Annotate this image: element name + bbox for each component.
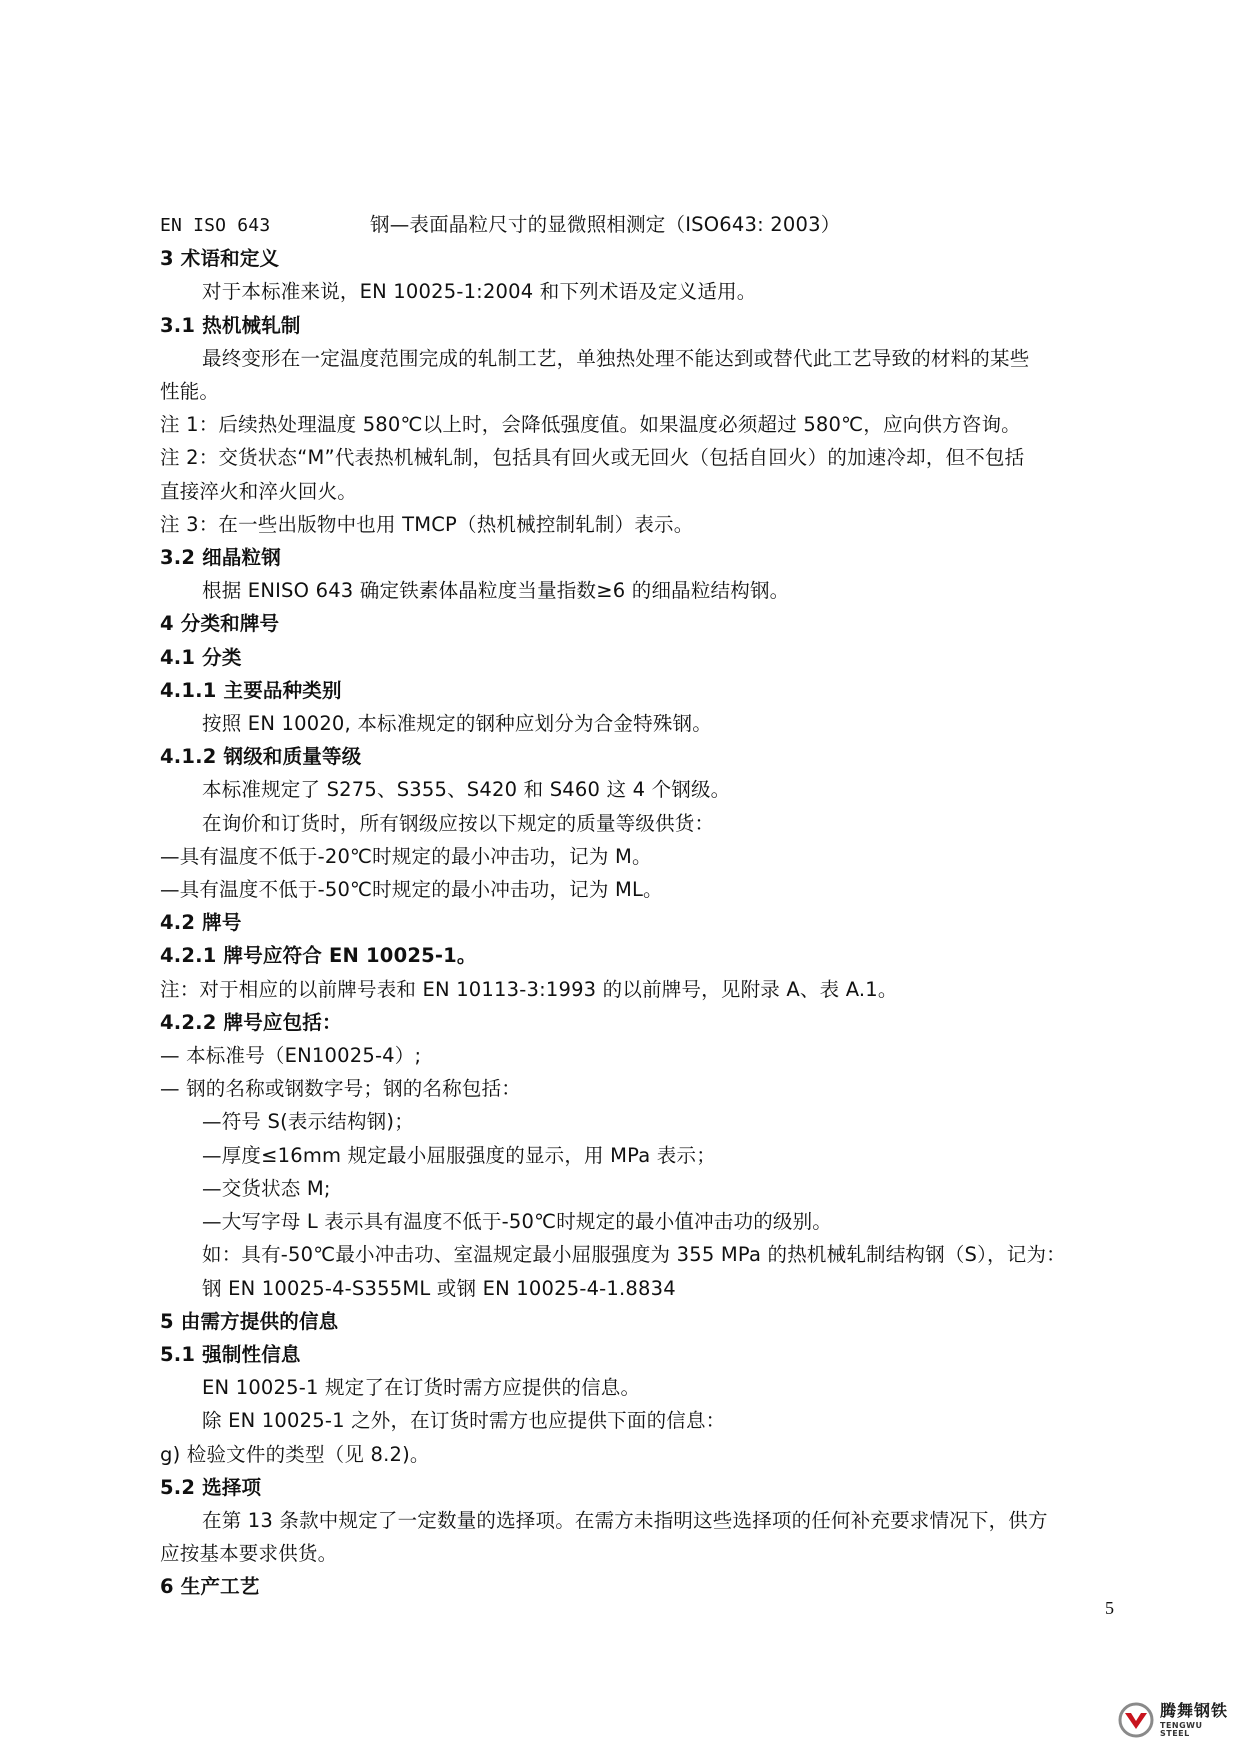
paragraph-line: 按照 EN 10020, 本标准规定的钢种应划分为合金特殊钢。 [202,712,712,736]
text-line: —具有温度不低于-20℃时规定的最小冲击功，记为 M。 [160,844,652,868]
document-body [160,208,1120,1604]
paragraph-line: —大写字母 L 表示具有温度不低于-50℃时规定的最小值冲击功的级别。 [202,1210,833,1234]
section-heading: 4.1 分类 [160,645,242,669]
section-heading: 4 分类和牌号 [160,612,280,636]
section-heading: 4.2 牌号 [160,911,242,935]
paragraph-line: EN 10025-1 规定了在订货时需方应提供的信息。 [202,1376,641,1400]
text-line: 性能。 [160,380,220,404]
paragraph-line: 钢 EN 10025-4-S355ML 或钢 EN 10025-4-1.8834 [202,1276,676,1300]
logo-chinese-name: 腾舞钢铁 [1160,1700,1229,1720]
section-heading: 3.2 细晶粒钢 [160,546,281,570]
section-heading: 5.1 强制性信息 [160,1342,301,1366]
paragraph-line: 本标准规定了 S275、S355、S420 和 S460 这 4 个钢级。 [202,778,731,802]
text-line: 注 1：后续热处理温度 580℃以上时，会降低强度值。如果温度必须超过 580℃，应向供方咨询。 [160,413,1021,437]
paragraph-line: 在第 13 条款中规定了一定数量的选择项。在需方未指明这些选择项的任何补充要求情况下，供方 [202,1508,1048,1532]
reference-text: 钢—表面晶粒尺寸的显微照相测定（ISO643: 2003） [370,213,841,236]
paragraph-line: 在询价和订货时，所有钢级应按以下规定的质量等级供货： [202,811,715,835]
section-heading: 3 术语和定义 [160,247,280,271]
text-line: — 钢的名称或钢数字号；钢的名称包括： [160,1077,521,1101]
tengwu-steel-logo-icon [1118,1702,1154,1738]
logo-text [1160,1700,1230,1738]
document-lines [160,242,1120,1603]
section-heading: 4.2.2 牌号应包括： [160,1010,342,1034]
section-heading: 6 生产工艺 [160,1575,260,1599]
logo-english-name: TENGWU STEEL [1160,1720,1203,1738]
paragraph-line: 如：具有-50℃最小冲击功、室温规定最小屈服强度为 355 MPa 的热机械轧制结构钢（S），记为： [202,1243,1066,1267]
text-line: 注：对于相应的以前牌号表和 EN 10113-3:1993 的以前牌号，见附录 A、表 A.1。 [160,977,898,1001]
paragraph-line: 除 EN 10025-1 之外，在订货时需方也应提供下面的信息： [202,1409,726,1433]
text-line: 注 2：交货状态“M”代表热机械轧制，包括具有回火或无回火（包括自回火）的加速冷却，但不包括 [160,446,1025,470]
reference-code: EN ISO 643 [160,215,271,236]
paragraph-line: 对于本标准来说，EN 10025-1:2004 和下列术语及定义适用。 [202,280,757,304]
text-line: —具有温度不低于-50℃时规定的最小冲击功，记为 ML。 [160,878,663,902]
text-line: 注 3：在一些出版物中也用 TMCP（热机械控制轧制）表示。 [160,512,694,536]
paragraph-line: 最终变形在一定温度范围完成的轧制工艺，单独热处理不能达到或替代此工艺导致的材料的某些 [202,346,1030,370]
paragraph-line: 根据 ENISO 643 确定铁素体晶粒度当量指数≥6 的细晶粒结构钢。 [202,579,790,603]
section-heading: 3.1 热机械轧制 [160,313,301,337]
text-line: 直接淬火和淬火回火。 [160,479,358,503]
section-heading: 5 由需方提供的信息 [160,1309,339,1333]
section-heading: 4.2.1 牌号应符合 EN 10025-1。 [160,944,477,968]
text-line: g) 检验文件的类型（见 8.2)。 [160,1442,430,1466]
section-heading: 4.1.1 主要品种类别 [160,678,342,702]
reference-line [160,208,1120,242]
section-heading: 5.2 选择项 [160,1475,262,1499]
paragraph-line: —符号 S(表示结构钢)； [202,1110,414,1134]
page-number: 5 [1105,1598,1114,1618]
text-line: — 本标准号（EN10025-4）; [160,1044,422,1068]
company-logo [1118,1695,1230,1745]
section-heading: 4.1.2 钢级和质量等级 [160,745,362,769]
paragraph-line: —厚度≤16mm 规定最小屈服强度的显示，用 MPa 表示； [202,1143,716,1167]
paragraph-line: —交货状态 M; [202,1176,331,1200]
text-line: 应按基本要求供货。 [160,1542,338,1566]
